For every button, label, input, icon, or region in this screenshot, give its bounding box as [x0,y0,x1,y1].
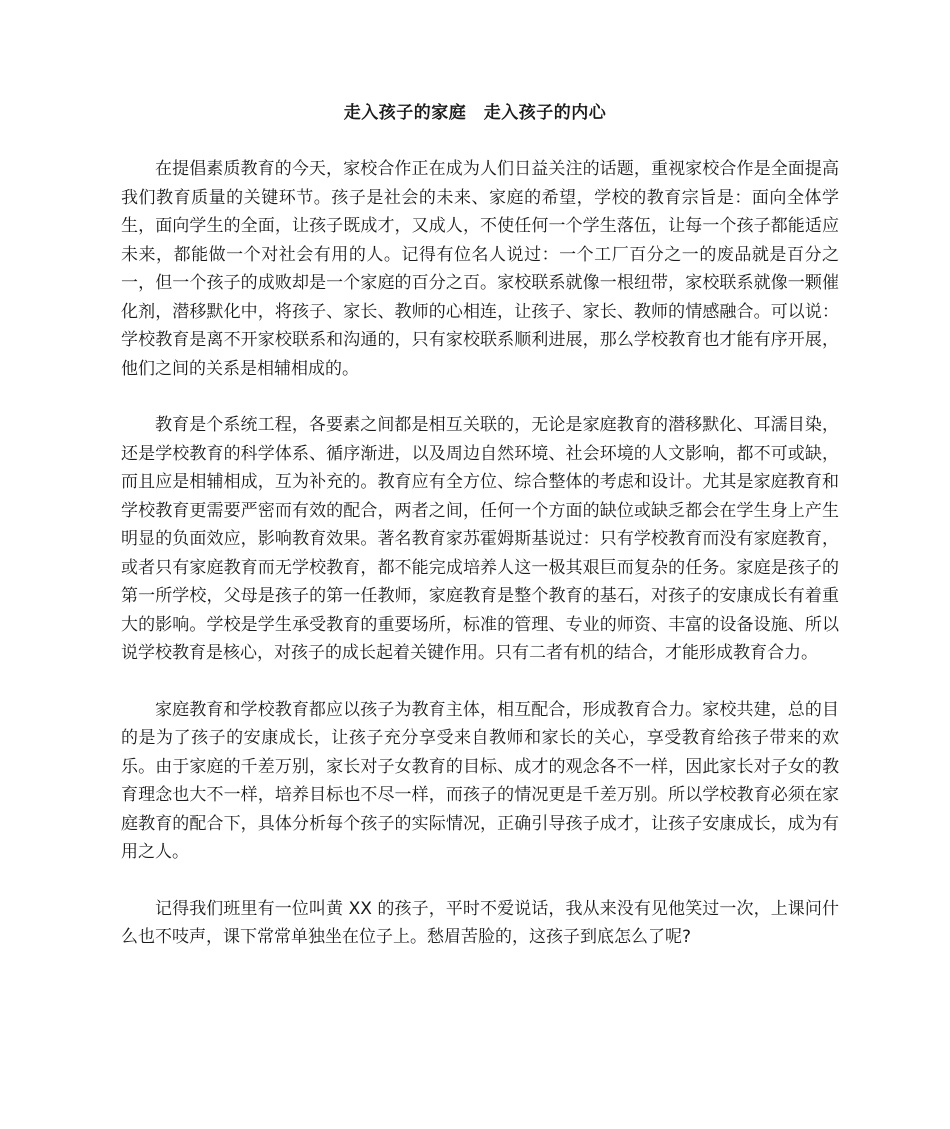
paragraph-1: 在提倡素质教育的今天，家校合作正在成为人们日益关注的话题，重视家校合作是全面提高我们教育质量的关键环节。孩子是社会的未来、家庭的希望，学校的教育宗旨是：面向全体学生，面向学生的全面，让孩子既成才，又成人，不使任何一个学生落伍，让每一个孩子都能适应未来，都能做一个对社会有用的人。记得有位名人说过：一个工厂百分之一的废品就是百分之一，但一个孩子的成败却是一个家庭的百分之百。家校联系就像一根纽带，家校联系就像一颗催化剂，潜移默化中，将孩子、家长、教师的心相连，让孩子、家长、教师的情感融合。可以说：学校教育是离不开家校联系和沟通的，只有家校联系顺利进展，那么学校教育也才能有序开展，他们之间的关系是相辅相成的。 [121,159,839,379]
paragraph-4: 记得我们班里有一位叫黄 XX 的孩子，平时不爱说话，我从来没有见他笑过一次，上课问什么也不吱声，课下常常单独坐在位子上。愁眉苦脸的，这孩子到底怎么了呢? [121,898,839,947]
document-body [121,155,839,980]
document-title: 走入孩子的家庭 走入孩子的内心 [343,103,607,123]
paragraph-2: 教育是个系统工程，各要素之间都是相互关联的，无论是家庭教育的潜移默化、耳濡目染，还是学校教育的科学体系、循序渐进，以及周边自然环境、社会环境的人文影响，都不可或缺，而且应是相辅相成，互为补充的。教育应有全方位、综合整体的考虑和设计。尤其是家庭教育和学校教育更需要严密而有效的配合，两者之间，任何一个方面的缺位或缺乏都会在学生身上产生明显的负面效应，影响教育效果。著名教育家苏霍姆斯基说过：只有学校教育而没有家庭教育，或者只有家庭教育而无学校教育，都不能完成培养人这一极其艰巨而复杂的任务。家庭是孩子的第一所学校，父母是孩子的第一任教师，家庭教育是整个教育的基石，对孩子的安康成长有着重大的影响。学校是学生承受教育的重要场所，标准的管理、专业的师资、丰富的设备设施、所以说学校教育是核心，对孩子的成长起着关键作用。只有二者有机的结合，才能形成教育合力。 [121,415,839,663]
paragraph-3: 家庭教育和学校教育都应以孩子为教育主体，相互配合，形成教育合力。家校共建，总的目的是为了孩子的安康成长，让孩子充分享受来自教师和家长的关心，享受教育给孩子带来的欢乐。由于家庭的千差万别，家长对子女教育的目标、成才的观念各不一样，因此家长对子女的教育理念也大不一样，培养目标也不尽一样，而孩子的情况更是千差万别。所以学校教育必须在家庭教育的配合下，具体分析每个孩子的实际情况，正确引导孩子成才，让孩子安康成长，成为有用之人。 [121,699,839,862]
